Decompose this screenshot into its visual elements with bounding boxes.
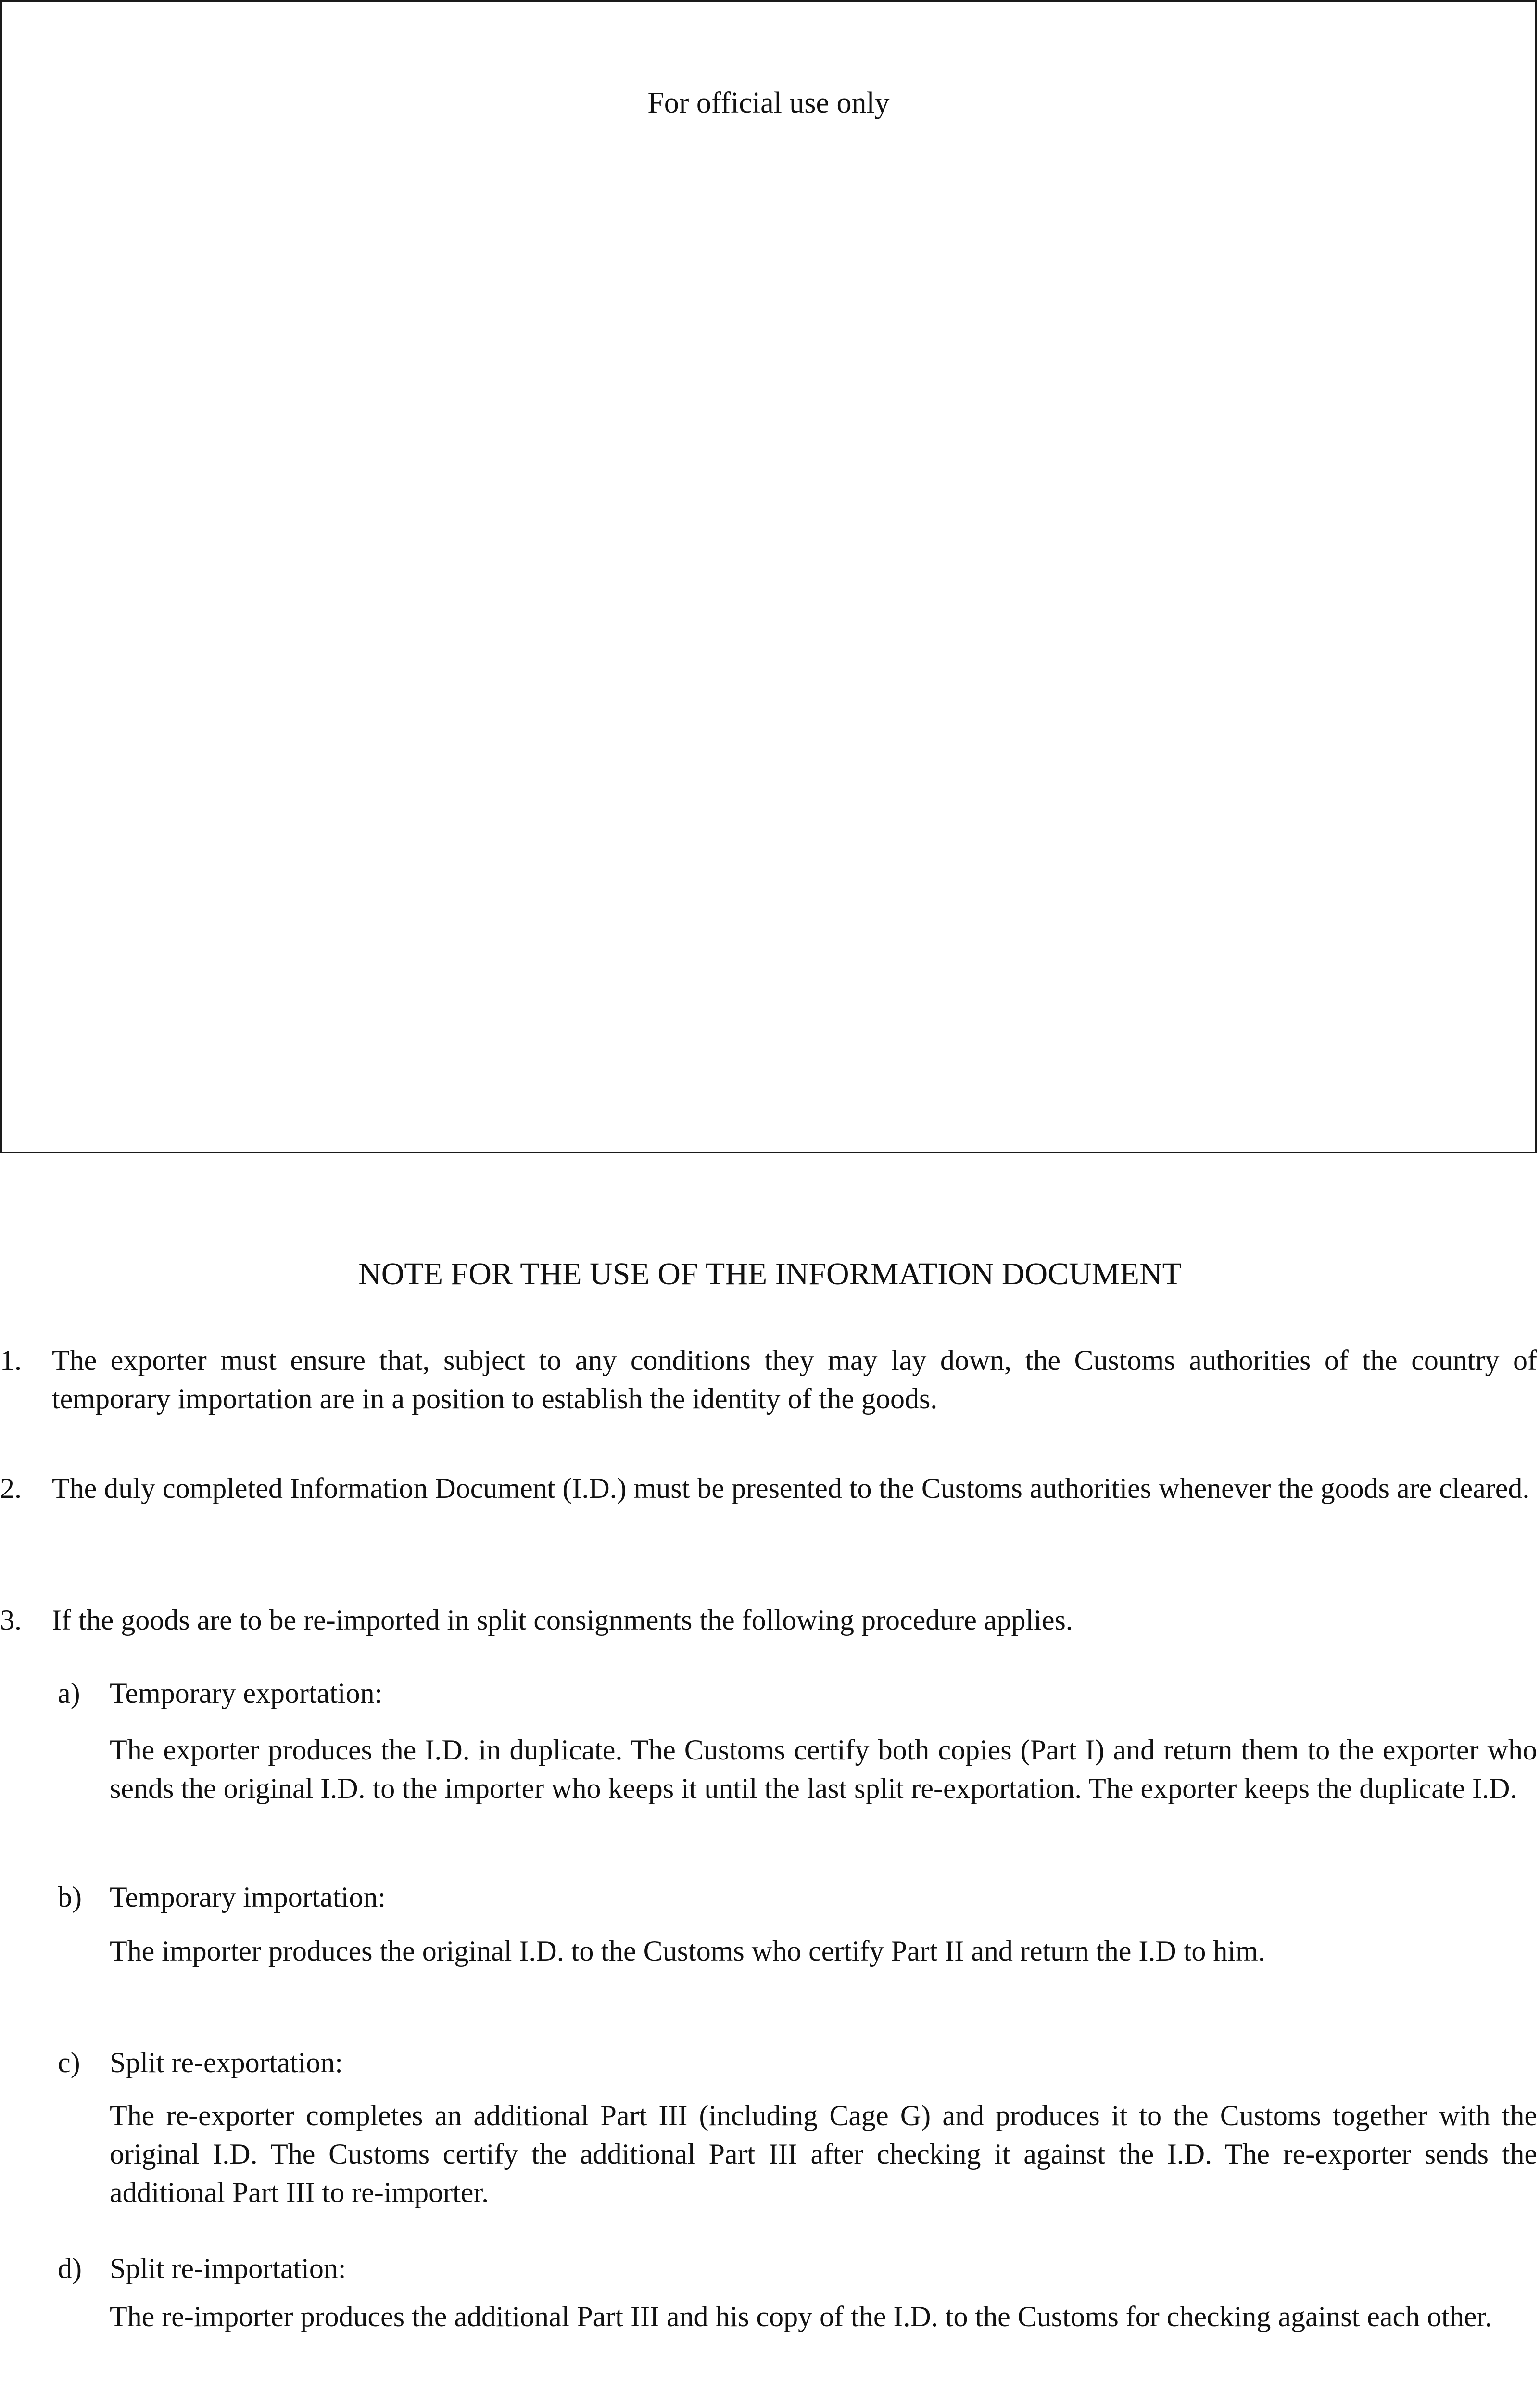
sub-item-heading-c: Split re-exportation: [110, 2047, 343, 2078]
item-number-3: 3. [0, 1604, 22, 1636]
sub-item-letter-b: b) [58, 1881, 82, 1913]
sub-item-letter-a: a) [58, 1677, 80, 1709]
official-use-box [0, 0, 1537, 1153]
sub-item-heading-d: Split re-importation: [110, 2253, 346, 2284]
sub-item-heading-b: Temporary importation: [110, 1881, 386, 1913]
sub-item-text-c: The re-exporter completes an additional Part III (including Cage G) and produces it to the Customs together with the original I.D. The Customs certify the additional Part III after checking it against the I.D. The re-exporter sends the additional Part III to re-importer. [110, 2100, 1537, 2208]
sub-item-letter-c: c) [58, 2047, 80, 2078]
sub-item-text-d: The re-importer produces the additional Part III and his copy of the I.D. to the Customs for checking against each other. [110, 2301, 1492, 2332]
item-text-3: If the goods are to be re-imported in split consignments the following procedure applies. [52, 1604, 1073, 1636]
sub-item-text-b: The importer produces the original I.D. to the Customs who certify Part II and return the I.D to him. [110, 1935, 1265, 1967]
item-text-2: The duly completed Information Document (I.D.) must be presented to the Customs authorities whenever the goods are cleared. [52, 1472, 1530, 1504]
official-use-label: For official use only [647, 87, 890, 119]
sub-item-text-a: The exporter produces the I.D. in duplicate. The Customs certify both copies (Part I) and return them to the exporter who sends the original I.D. to the importer who keeps it until the last split re-exportation. The exporter keeps the duplicate I.D. [110, 1734, 1537, 1804]
item-number-1: 1. [0, 1344, 22, 1376]
sub-item-letter-d: d) [58, 2253, 82, 2284]
item-text-1: The exporter must ensure that, subject to any conditions they may lay down, the Customs authorities of the country of temporary importation are in a position to establish the identity of the goods. [52, 1344, 1537, 1415]
item-number-2: 2. [0, 1472, 22, 1504]
sub-item-heading-a: Temporary exportation: [110, 1677, 383, 1709]
note-title: NOTE FOR THE USE OF THE INFORMATION DOCUMENT [358, 1256, 1182, 1291]
